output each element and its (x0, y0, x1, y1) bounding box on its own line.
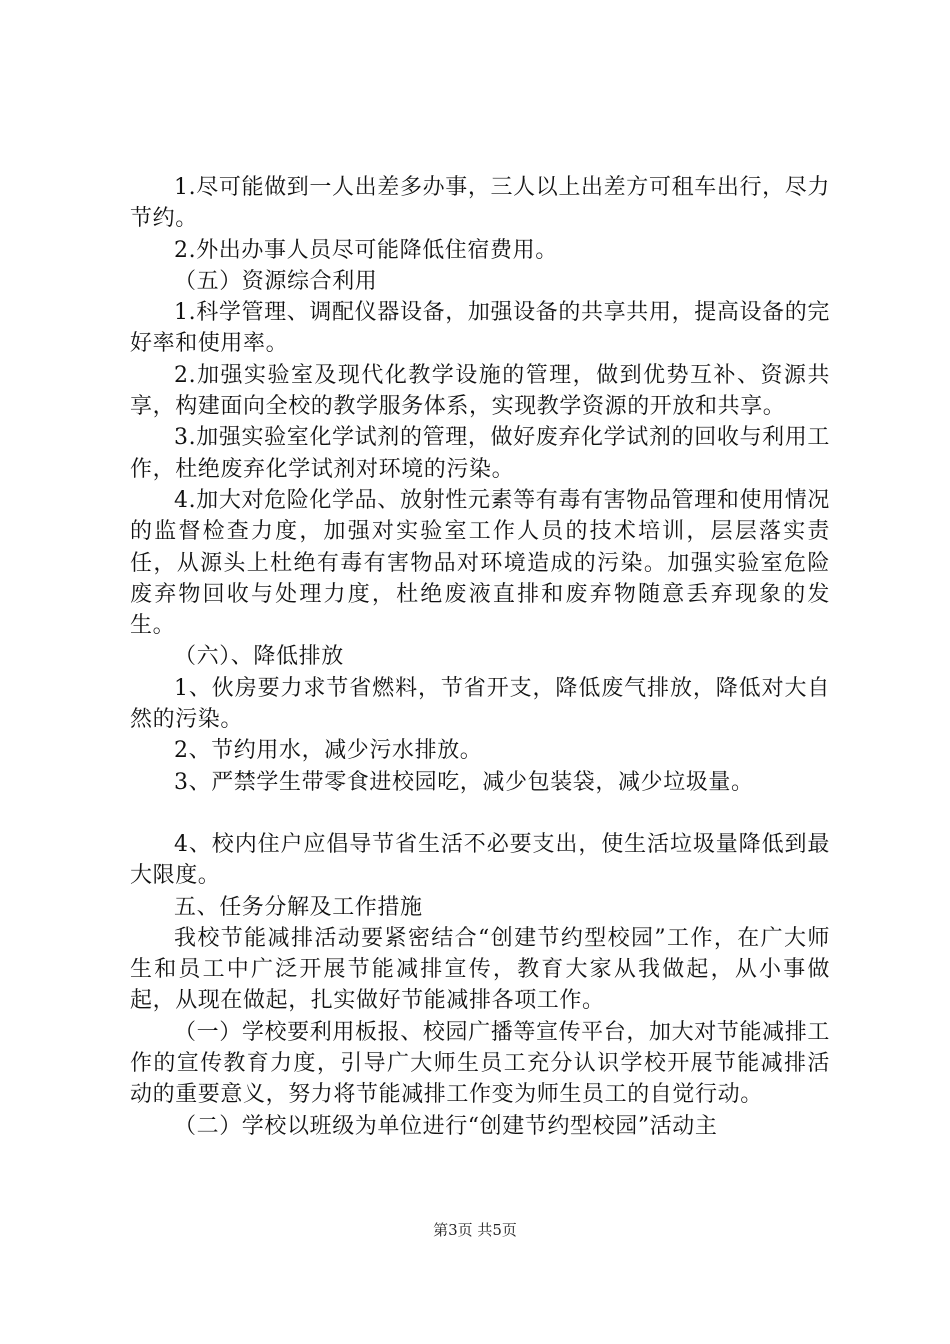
paragraph-resources-1: 1.科学管理、调配仪器设备，加强设备的共享共用，提高设备的完好率和使用率。 (130, 300, 830, 357)
paragraph-travel-1: 1.尽可能做到一人出差多办事，三人以上出差方可租车出行，尽力节约。 (130, 175, 830, 232)
paragraph-resources-2: 2.加强实验室及现代化教学设施的管理，做到优势互补、资源共享，构建面向全校的教学服务体系，实现教学资源的开放和共享。 (130, 362, 830, 420)
blank-line (130, 798, 830, 829)
paragraph-tasks-intro: 我校节能减排活动要紧密结合“创建节约型校园”工作，在广大师生和员工中广泛开展节能减排宣传，教育大家从我做起，从小事做起，从现在做起，扎实做好节能减排各项工作。 (130, 925, 830, 1014)
paragraph-resources-4: 4.加大对危险化学品、放射性元素等有毒有害物品管理和使用情况的监督检查力度，加强对实验室工作人员的技术培训，层层落实责任，从源头上杜绝有毒有害物品对环境造成的污染。加强实验室危险废弃物回收与处理力度，杜绝废液直排和废弃物随意丢弃现象的发生。 (130, 487, 830, 639)
paragraph-emissions-1: 1、伙房要力求节省燃料，节省开支，降低废气排放，降低对大自然的污染。 (130, 675, 830, 733)
page-footer: 第3页 共5页 (433, 1221, 517, 1239)
paragraph-emissions-4: 4、校内住户应倡导节省生活不必要支出，使生活垃圾量降低到最大限度。 (130, 831, 830, 889)
paragraph-emissions-2: 2、节约用水，减少污水排放。 (174, 738, 483, 764)
section-heading-tasks: 五、任务分解及工作措施 (174, 894, 423, 920)
paragraph-tasks-2: （二）学校以班级为单位进行“创建节约型校园”活动主 (174, 1113, 718, 1139)
paragraph-tasks-1: （一）学校要利用板报、校园广播等宣传平台，加大对节能减排工作的宣传教育力度，引导广大师生员工充分认识学校开展节能减排活动的重要意义，努力将节能减排工作变为师生员工的自觉行动。 (130, 1019, 830, 1108)
section-heading-emissions: （六）、降低排放 (174, 644, 344, 670)
document-body (130, 172, 830, 1142)
section-heading-resources: （五）资源综合利用 (174, 268, 378, 294)
paragraph-travel-2: 2.外出办事人员尽可能降低住宿费用。 (174, 237, 558, 263)
paragraph-resources-3: 3.加强实验室化学试剂的管理，做好废弃化学试剂的回收与利用工作，杜绝废弃化学试剂对环境的污染。 (130, 425, 830, 482)
paragraph-emissions-3: 3、严禁学生带零食进校园吃，减少包装袋，减少垃圾量。 (174, 769, 754, 795)
